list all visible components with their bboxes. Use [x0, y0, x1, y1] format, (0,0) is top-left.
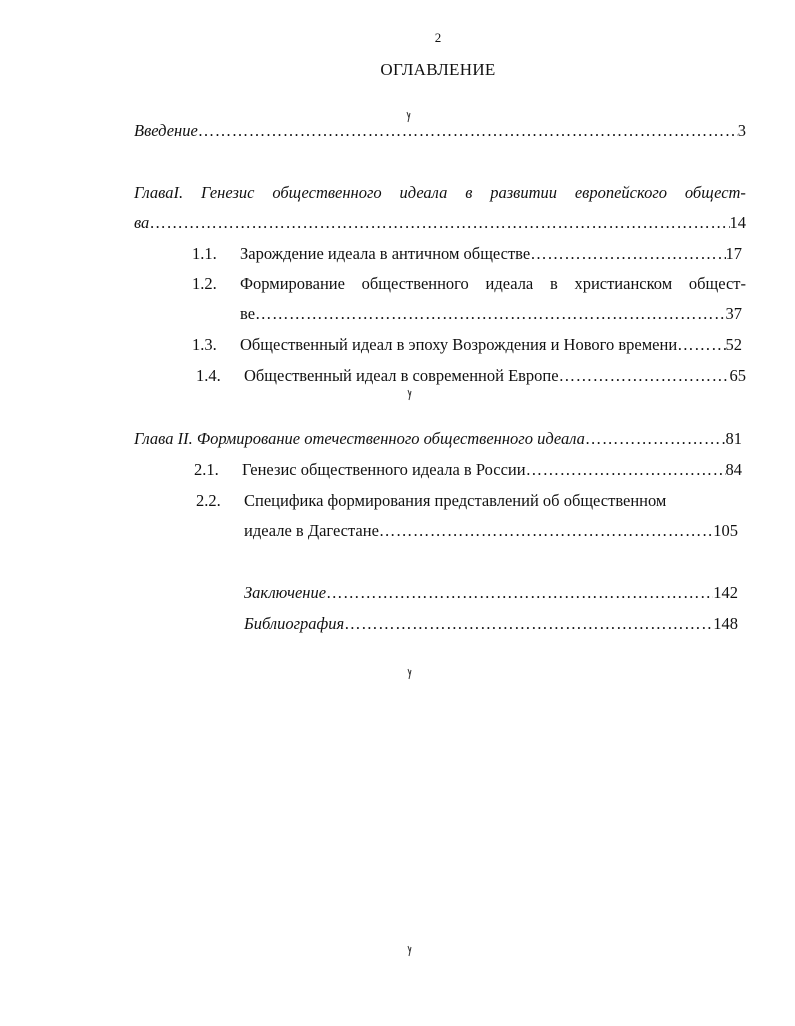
scan-mark [405, 667, 415, 681]
section-title: Зарождение идеала в античном обществе [240, 244, 531, 263]
toc-chapter1-line2[interactable] [134, 212, 746, 234]
toc-bibliography-page: 148 [713, 614, 738, 633]
word: христианском [574, 274, 673, 293]
toc-bibliography[interactable] [244, 613, 738, 635]
toc-chapter1-line1[interactable] [134, 182, 746, 204]
leader-dots [526, 459, 726, 481]
toc-chapter2[interactable] [134, 428, 742, 450]
toc-section-2-2-line1[interactable] [196, 490, 744, 512]
word: европейского [574, 183, 668, 202]
word: общественного [272, 183, 382, 202]
section-number: 1.4. [196, 366, 221, 385]
toc-chapter2-page: 81 [725, 429, 742, 448]
scan-mark [405, 388, 415, 402]
leader-dots [559, 365, 730, 387]
leader-dots [677, 334, 725, 356]
word: общест- [684, 183, 746, 202]
word: в [465, 183, 473, 202]
word: развитии [490, 183, 557, 202]
leader-dots [255, 303, 725, 325]
toc-section-2-2-line2[interactable] [244, 520, 738, 542]
section-title: Генезис общественного идеала в России [242, 460, 526, 479]
word: в [549, 274, 558, 293]
word: идеала [485, 274, 534, 293]
toc-section-2-1[interactable] [194, 459, 742, 481]
toc-conclusion-label: Заключение [244, 583, 327, 602]
section-page: 84 [725, 460, 742, 479]
section-number: 2.2. [196, 491, 221, 510]
section-page: 65 [729, 366, 746, 385]
leader-dots [585, 428, 726, 450]
leader-dots [326, 582, 713, 604]
toc-chapter1-page: 14 [729, 213, 746, 232]
toc-section-1-2-line2[interactable] [240, 303, 742, 325]
leader-dots [530, 243, 725, 265]
page-title: ОГЛАВЛЕНИЕ [380, 60, 496, 79]
section-title: Общественный идеал в эпоху Возрождения и Нового времени [240, 335, 678, 354]
toc-intro-label: Введение [134, 121, 198, 140]
section-title-cont: идеале в Дагестане [244, 521, 379, 540]
section-page: 17 [725, 244, 742, 263]
toc-section-1-2-line1[interactable] [192, 273, 746, 295]
leader-dots [379, 520, 713, 542]
leader-dots [198, 120, 738, 142]
toc-bibliography-label: Библиография [244, 614, 345, 633]
section-title: Специфика формирования представлений об общественном [244, 491, 667, 510]
toc-chapter1-label-cont: ва [134, 213, 150, 232]
scan-mark [405, 944, 415, 958]
section-number: 1.3. [192, 335, 217, 354]
word: Формирование [240, 274, 345, 293]
section-number: 1.2. [192, 274, 217, 293]
word: идеала [399, 183, 448, 202]
page-number: 2 [434, 30, 442, 45]
word: общест- [688, 274, 746, 293]
section-page: 52 [725, 335, 742, 354]
word: Генезис [200, 183, 255, 202]
section-title-cont: ве [240, 304, 256, 323]
toc-section-1-1[interactable] [192, 243, 742, 265]
leader-dots [149, 212, 729, 234]
word: общественного [361, 274, 469, 293]
section-title: Общественный идеал в современной Европе [244, 366, 559, 385]
section-page: 37 [725, 304, 742, 323]
toc-section-1-3[interactable] [192, 334, 742, 356]
toc-intro-page: 3 [737, 121, 746, 140]
toc-section-1-4[interactable] [196, 365, 746, 387]
leader-dots [344, 613, 713, 635]
toc-chapter2-label: Глава II. Формирование отечественного общественного идеала [134, 429, 585, 448]
word: ГлаваI. [134, 183, 184, 202]
section-number: 1.1. [192, 244, 217, 263]
toc-conclusion[interactable] [244, 582, 738, 604]
toc-intro[interactable] [134, 120, 746, 142]
scan-mark [404, 110, 414, 124]
toc-conclusion-page: 142 [713, 583, 738, 602]
section-number: 2.1. [194, 460, 219, 479]
section-page: 105 [713, 521, 738, 540]
